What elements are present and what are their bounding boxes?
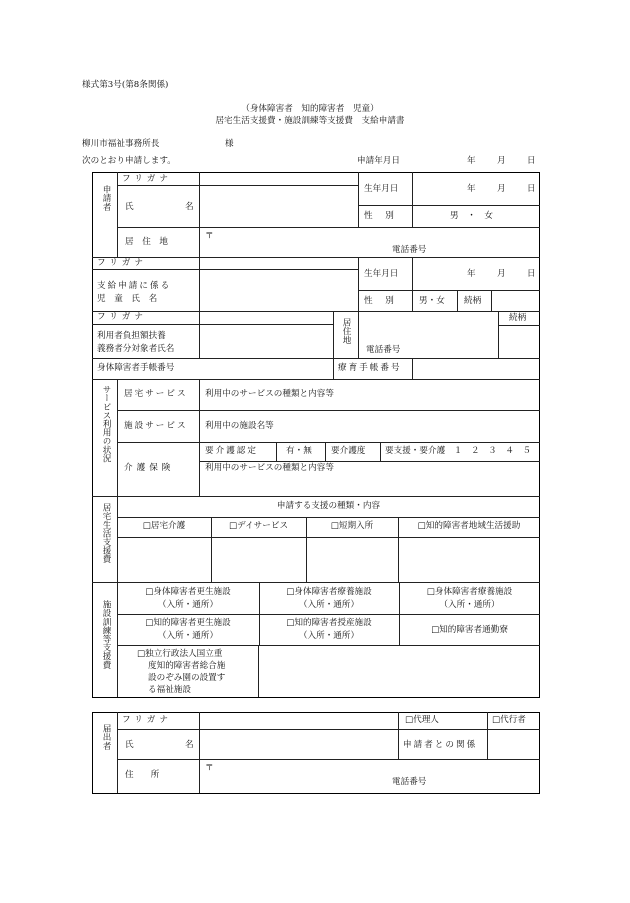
line [117, 185, 358, 186]
facility-option-sub: （入所・通所） [157, 631, 219, 641]
intro-text: 次のとおり申請します。 [82, 156, 176, 166]
line [117, 729, 540, 730]
home-service-value: 利用中のサービスの種類と内容等 [205, 389, 334, 399]
line [92, 269, 358, 270]
notifier-address-label: 住 所 [125, 770, 160, 780]
facility-service-label: 施設サービス [124, 421, 188, 431]
line [358, 205, 540, 206]
facility-option[interactable]: □身体障害者療養施設 [286, 587, 372, 597]
payer-phone-label: 電話番号 [366, 345, 401, 355]
border [92, 172, 93, 698]
child-furigana-label: フリガナ [97, 258, 147, 268]
line [199, 712, 200, 793]
line [117, 442, 540, 443]
home-support-option[interactable]: □知的障害者地域生活援助 [417, 521, 521, 531]
line [380, 442, 381, 461]
notifier-postal-mark: 〒 [205, 763, 214, 773]
line [117, 410, 540, 411]
line [333, 311, 334, 358]
proxy-checkbox[interactable]: □代行者 [492, 715, 526, 725]
application-year: 年 [467, 156, 476, 166]
line [117, 645, 540, 646]
border [92, 793, 540, 794]
notifier-relation-label: 申請者との関係 [403, 740, 478, 750]
facility-option[interactable]: □身体障害者更生施設 [145, 587, 231, 597]
payer-address-label: 居住地 [341, 318, 351, 344]
line [199, 461, 540, 462]
home-support-header: 申請する支援の種類・内容 [276, 501, 381, 511]
facility-option[interactable]: □知的障害者更生施設 [145, 618, 231, 628]
line [412, 172, 413, 227]
home-support-option[interactable]: □居宅介護 [142, 521, 186, 531]
notifier-name-label-2: 名 [185, 740, 194, 750]
applicant-sex-options: 男 ・ 女 [450, 211, 493, 221]
border [92, 712, 93, 794]
line [491, 290, 492, 311]
care-cert-label: 要介護認定 [205, 446, 258, 456]
facility-option[interactable]: □知的障害者通勤寮 [431, 625, 508, 635]
line [487, 712, 488, 759]
applicant-sex-label: 性 別 [364, 211, 396, 221]
agent-checkbox[interactable]: □代理人 [405, 715, 439, 725]
honorific: 様 [225, 139, 234, 149]
care-level-value: 要支援・要介護 １ ２ ３ ４ ５ [385, 446, 532, 456]
child-birth-year: 年 [467, 269, 476, 279]
notifier-name-label-1: 氏 [125, 740, 134, 750]
facility-option-sub: （入所・通所） [298, 631, 360, 641]
line [117, 537, 540, 538]
applicant-birth-day: 日 [527, 184, 536, 194]
line [358, 172, 359, 227]
facility-option[interactable]: □知的障害者授産施設 [286, 618, 372, 628]
child-label-1: 支給申請に係る [97, 281, 172, 291]
applicant-section-label: 申請者 [101, 185, 111, 211]
border [539, 172, 540, 698]
line [199, 257, 200, 311]
applicant-birth-month: 月 [497, 184, 506, 194]
applicant-phone-label: 電話番号 [392, 245, 427, 255]
notifier-furigana-label: フリガナ [122, 715, 172, 725]
border [92, 697, 540, 698]
applicant-postal-mark: 〒 [205, 231, 214, 241]
applicant-name-label-2: 名 [185, 202, 194, 212]
child-relation-label: 続柄 [464, 296, 482, 306]
applicant-name-label-1: 氏 [125, 202, 134, 212]
home-support-option[interactable]: □デイサービス [228, 521, 289, 531]
border [92, 172, 540, 173]
payer-relation-label: 続柄 [509, 313, 527, 323]
line [199, 311, 200, 358]
line [498, 311, 499, 358]
line [199, 379, 200, 496]
line [92, 324, 333, 325]
line [117, 759, 540, 760]
child-sex-options: 男・女 [419, 296, 445, 306]
child-birth-label: 生年月日 [364, 269, 399, 279]
child-birth-month: 月 [497, 269, 506, 279]
line [117, 379, 118, 496]
handbook-label: 身体障害者手帳番号 [97, 363, 175, 373]
notifier-section-label: 届出者 [101, 724, 111, 750]
facility-option-sub: （入所・通所） [439, 600, 500, 610]
line [412, 358, 413, 379]
facility-option[interactable]: □独立行政法人国立重 [137, 649, 223, 659]
facility-option-line: 度知的障害者総合施 [148, 661, 226, 671]
line [358, 311, 359, 358]
facility-option-line: 設のぞみ園の設置す [148, 673, 226, 683]
application-date-label: 申請年月日 [357, 156, 400, 166]
applicant-furigana-label: フリガナ [122, 174, 172, 184]
notifier-phone-label: 電話番号 [392, 777, 427, 787]
payer-label-1: 利用者負担額扶養 [97, 331, 166, 341]
facility-training-section-label: 施設訓練等支援費 [101, 600, 111, 669]
line [412, 257, 413, 311]
application-day: 日 [527, 156, 536, 166]
line [117, 227, 540, 228]
applicant-birth-year: 年 [467, 184, 476, 194]
line [358, 257, 359, 311]
line [258, 645, 259, 697]
applicant-address-label: 居 住 地 [125, 237, 168, 247]
line [276, 442, 277, 461]
line [92, 582, 540, 583]
child-birth-day: 日 [527, 269, 536, 279]
payer-furigana-label: フリガナ [97, 312, 147, 322]
applicant-birth-label: 生年月日 [364, 184, 399, 194]
child-sex-label: 性 別 [364, 296, 396, 306]
line [117, 712, 118, 793]
title-line-1: （身体障害者 知的障害者 児童） [241, 104, 379, 114]
line [92, 311, 540, 312]
line [398, 712, 399, 759]
ryoiku-label: 療育手帳番号 [338, 363, 402, 373]
line [92, 358, 540, 359]
line [325, 442, 326, 461]
addressee: 柳川市福祉事務所長 [82, 139, 160, 149]
care-level-label: 要介護度 [331, 446, 366, 456]
border [92, 712, 540, 713]
facility-option-line: る福祉施設 [148, 685, 191, 695]
facility-option-sub: （入所・通所） [157, 600, 219, 610]
care-service-value: 利用中のサービスの種類と内容等 [205, 463, 334, 473]
border [539, 712, 540, 794]
line [358, 290, 540, 291]
application-month: 月 [497, 156, 506, 166]
line [92, 379, 540, 380]
title-line-2: 居宅生活支援費・施設訓練等支援費 支給申請書 [215, 116, 405, 126]
care-cert-options: 有・無 [286, 446, 312, 456]
form-number: 様式第3号(第8条関係) [82, 80, 169, 90]
facility-service-value: 利用中の施設名等 [205, 421, 274, 431]
care-insurance-label: 介護保険 [124, 463, 175, 473]
home-support-section-label: 居宅生活支援費 [101, 503, 111, 564]
line [92, 496, 540, 497]
line [498, 325, 540, 326]
child-label-2: 児 童 氏 名 [97, 294, 158, 304]
facility-option-sub: （入所・通所） [298, 600, 360, 610]
service-status-section-label: サービス利用の状況 [101, 385, 111, 463]
line [333, 358, 334, 379]
payer-label-2: 義務者分対象者氏名 [97, 344, 175, 354]
home-support-option[interactable]: □短期入所 [330, 521, 374, 531]
line [117, 517, 540, 518]
line [92, 257, 540, 258]
facility-option[interactable]: □身体障害者療養施設 [426, 587, 513, 597]
line [457, 290, 458, 311]
line [117, 614, 540, 615]
home-service-label: 居宅サービス [124, 389, 188, 399]
